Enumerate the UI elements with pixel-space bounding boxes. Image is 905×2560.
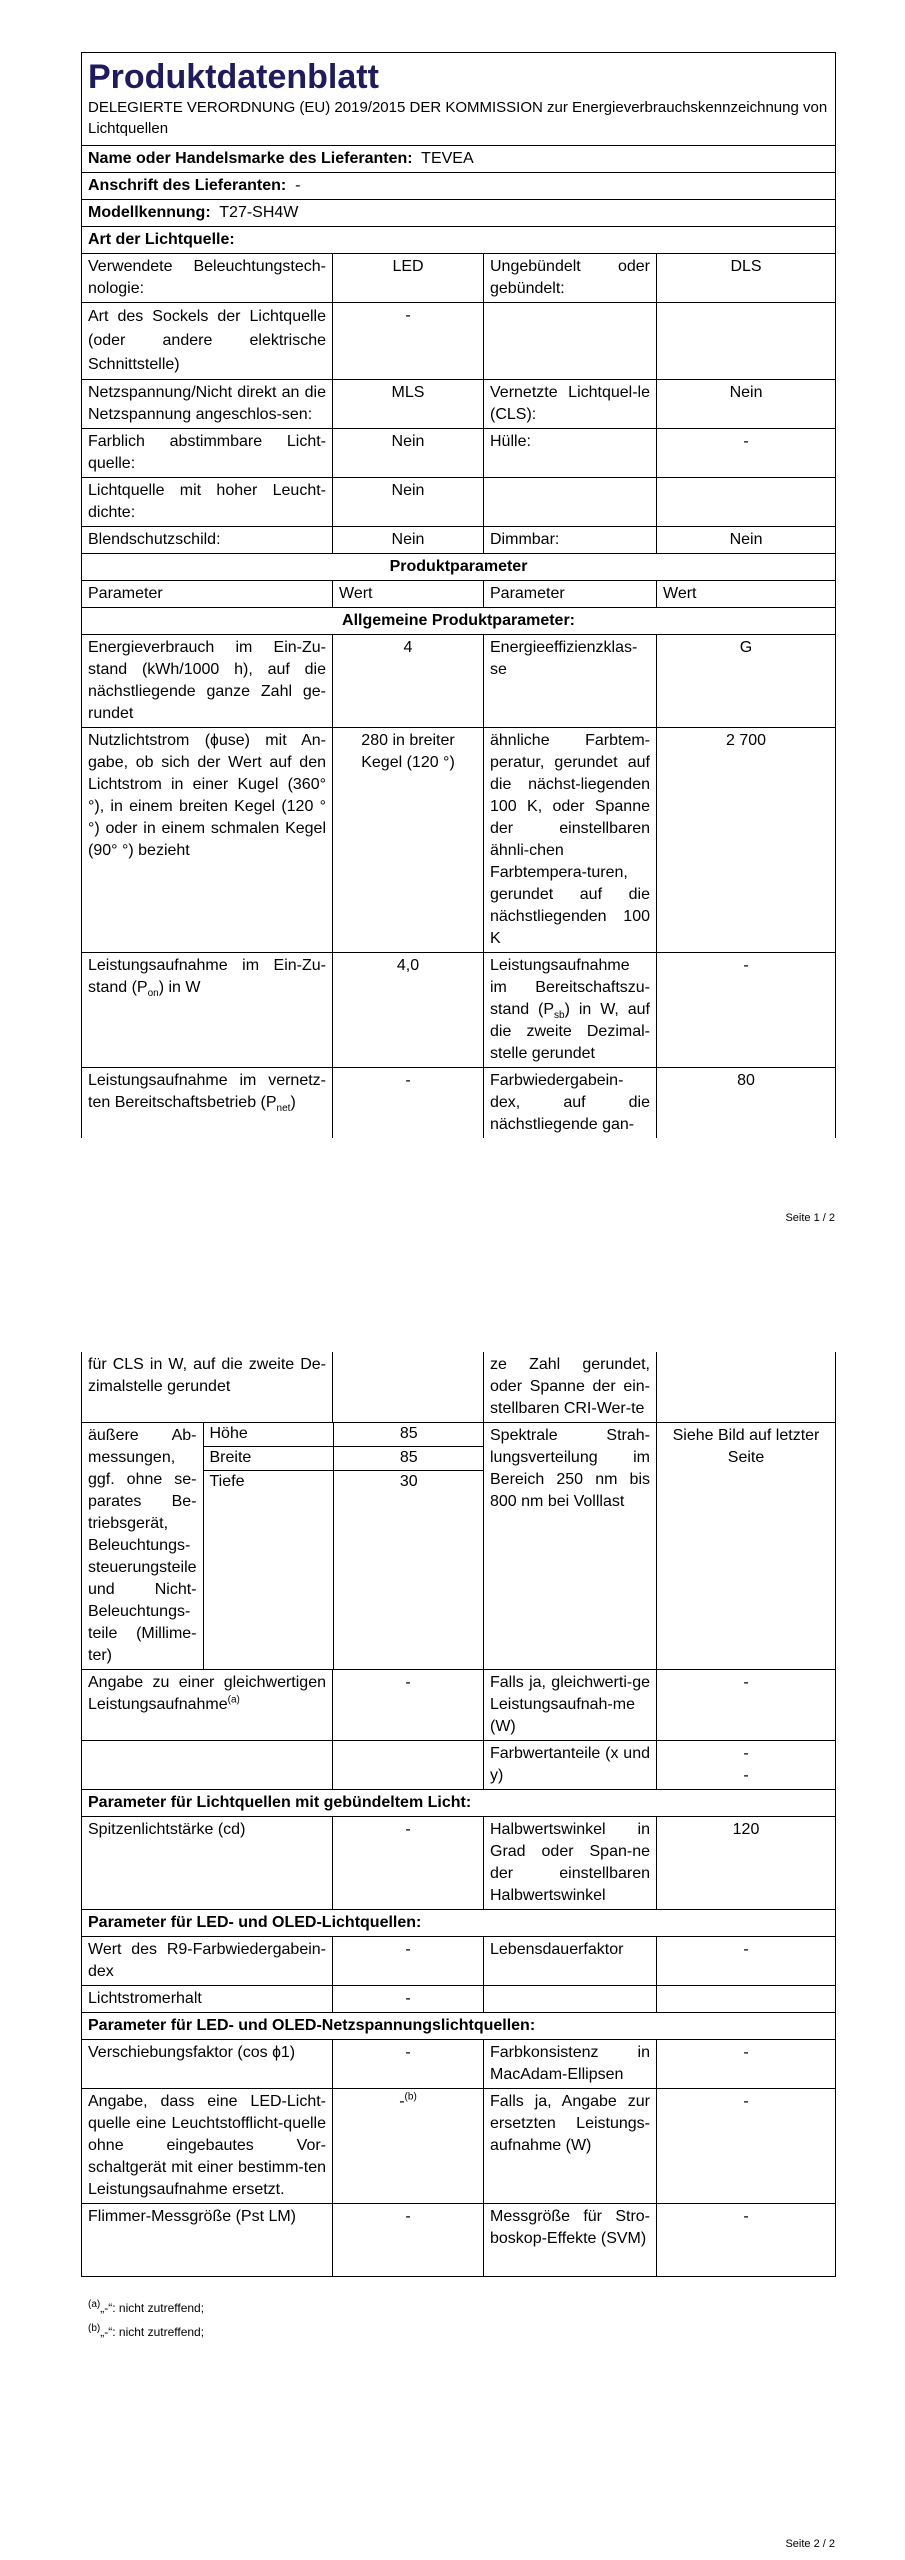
lightsource-row-4 bbox=[82, 429, 836, 478]
spectral-value: Siehe Bild auf letzter Seite bbox=[657, 1423, 836, 1670]
col-header-param: Parameter bbox=[484, 581, 657, 608]
networked-standby-label bbox=[82, 1068, 333, 1139]
peak-intensity-label: Spitzenlichtstärke (cd) bbox=[82, 1817, 333, 1910]
cri-value-cont bbox=[657, 1352, 836, 1423]
equivalent-watt-value: - bbox=[657, 1670, 836, 1741]
footnote-b-ref: (b) bbox=[404, 2091, 417, 2103]
footnote-a-ref: (a) bbox=[227, 1694, 240, 1706]
power-on-tail: ) in W bbox=[158, 979, 201, 996]
cell-label: Verwendete Beleuchtungstech-nologie: bbox=[82, 254, 333, 303]
stroboscopic-label: Messgröße für Stro-boskop-Effekte (SVM) bbox=[484, 2204, 657, 2277]
footnote-b-mark: (b) bbox=[88, 2323, 101, 2334]
directional-section-heading: Parameter für Lichtquellen mit gebündeltem Licht: bbox=[82, 1790, 836, 1817]
cell-value: LED bbox=[333, 254, 484, 303]
r9-label: Wert des R9-Farbwiedergabein-dex bbox=[82, 1937, 333, 1986]
cri-label-cont: ze Zahl gerundet, oder Spanne der ein-stellbaren CRI-Wer-te bbox=[484, 1352, 657, 1423]
cct-label: ähnliche Farbtem-peratur, gerundet auf die nächst-liegenden 100 K, oder Spanne der einstellbaren ähnli-chen Farbtempera-turen, gerundet auf die nächstliegenden 100 K bbox=[484, 728, 657, 953]
cell-value bbox=[657, 303, 836, 380]
dimensions-cell bbox=[82, 1423, 484, 1670]
equivalent-power-row bbox=[82, 1670, 836, 1741]
empty-cell bbox=[484, 1986, 657, 2013]
replacement-label: Angabe, dass eine LED-Licht-quelle eine Leuchtstofflicht-quelle ohne eingebautes Vor-schaltgerät mit einer bestimm-ten Leistungsaufnahme ersetzt. bbox=[82, 2089, 333, 2204]
cell-label bbox=[484, 478, 657, 527]
product-params-heading: Produktparameter bbox=[82, 554, 836, 581]
lifetime-label: Lebensdauerfaktor bbox=[484, 1937, 657, 1986]
equivalent-power-value: - bbox=[333, 1670, 484, 1741]
cell-label: Blendschutzschild: bbox=[82, 527, 333, 554]
cell-value: Nein bbox=[333, 527, 484, 554]
dimensions-label: äußere Ab-messungen, ggf. ohne se-parates Be-triebsgerät, Beleuchtungs-steuerungsteile und Nicht-Beleuchtungs-teile (Millime-ter) bbox=[82, 1423, 203, 1669]
power-on-label bbox=[82, 953, 333, 1068]
cct-value: 2 700 bbox=[657, 728, 836, 953]
footnote-b-text: „-“: nicht zutreffend; bbox=[100, 2325, 205, 2339]
beam-angle-label: Halbwertswinkel in Grad oder Span-ne der einstellbaren Halbwertswinkel bbox=[484, 1817, 657, 1910]
replacement-value-text: - bbox=[399, 2093, 405, 2110]
supplier-name-label: Name oder Handelsmarke des Lieferanten: bbox=[88, 150, 413, 167]
mains-section-heading: Parameter für LED- und OLED-Netzspannungslichtquellen: bbox=[82, 2013, 836, 2040]
flux-label: Nutzlichtstrom (ɸuse) mit An-gabe, ob sich der Wert auf den Lichtstrom in einer Kugel (360° °), in einem breiten Kegel (120 °°) oder in einem schmalen Kegel (90° °) bezieht bbox=[82, 728, 333, 953]
dimensions-subtable bbox=[82, 1423, 484, 1669]
header-cell bbox=[82, 53, 836, 146]
col-header-param: Parameter bbox=[82, 581, 333, 608]
networked-standby-sub: net bbox=[276, 1103, 291, 1115]
cell-value: - bbox=[333, 303, 484, 380]
datasheet-table-page-2 bbox=[81, 1352, 836, 2277]
empty-cell bbox=[657, 1986, 836, 2013]
equivalent-power-label bbox=[82, 1670, 333, 1741]
cell-value: DLS bbox=[657, 254, 836, 303]
peak-intensity-value: - bbox=[333, 1817, 484, 1910]
datasheet-table-page-1 bbox=[81, 52, 836, 1138]
networked-standby-text: Leistungsaufnahme im vernetz-ten Bereitschaftsbetrieb (P bbox=[88, 1072, 326, 1111]
maintenance-value: - bbox=[333, 1986, 484, 2013]
energy-label: Energieverbrauch im Ein-Zu-stand (kWh/1000 h), auf die nächstliegende ganze Zahl ge-rundet bbox=[82, 635, 333, 728]
document-title: Produktdatenblatt bbox=[88, 58, 379, 96]
model-row bbox=[82, 200, 836, 227]
cell-label: Netzspannung/Nicht direkt an die Netzspannung angeschlos-sen: bbox=[82, 380, 333, 429]
power-on-text: Leistungsaufnahme im Ein-Zu-stand (P bbox=[88, 957, 326, 996]
lightsource-row-2 bbox=[82, 303, 836, 380]
page-2 bbox=[0, 1330, 905, 2560]
cell-label: Lichtquelle mit hoher Leucht-dichte: bbox=[82, 478, 333, 527]
cell-label bbox=[484, 303, 657, 380]
supplier-name-row bbox=[82, 146, 836, 173]
model-value: T27-SH4W bbox=[219, 204, 299, 221]
width-value: 85 bbox=[333, 1446, 484, 1470]
col-header-value: Wert bbox=[657, 581, 836, 608]
depth-label: Tiefe bbox=[203, 1471, 333, 1670]
page-1 bbox=[0, 0, 905, 1230]
height-value: 85 bbox=[333, 1423, 484, 1446]
cri-label: Farbwiedergabein-dex, auf die nächstliegende gan- bbox=[484, 1068, 657, 1139]
cell-label: Hülle: bbox=[484, 429, 657, 478]
general-params-heading: Allgemeine Produktparameter: bbox=[82, 608, 836, 635]
flicker-value: - bbox=[333, 2204, 484, 2277]
dimensions-row bbox=[82, 1423, 836, 1670]
footnote-a-text: „-“: nicht zutreffend; bbox=[100, 2301, 205, 2315]
equivalent-watt-label: Falls ja, gleichwerti-ge Leistungsaufnah-me (W) bbox=[484, 1670, 657, 1741]
spectral-label: Spektrale Strah-lungsverteilung im Bereich 250 nm bis 800 nm bei Volllast bbox=[484, 1423, 657, 1670]
networked-standby-tail: ) bbox=[290, 1094, 296, 1111]
cell-value: - bbox=[657, 429, 836, 478]
cell-label: Ungebündelt oder gebündelt: bbox=[484, 254, 657, 303]
equivalent-power-text: Angabe zu einer gleichwertigen Leistungsaufnahme bbox=[88, 1674, 326, 1713]
networked-standby-label-cont: für CLS in W, auf die zweite De-zimalstelle gerundet bbox=[82, 1352, 333, 1423]
r9-row bbox=[82, 1937, 836, 1986]
footnote-b bbox=[88, 2324, 204, 2340]
standby-text: Leistungsaufnahme im Bereitschaftszu-stand (P bbox=[490, 957, 650, 1018]
networked-standby-value: - bbox=[333, 1068, 484, 1139]
cell-label: Farblich abstimmbare Licht-quelle: bbox=[82, 429, 333, 478]
empty-cell bbox=[82, 1741, 333, 1790]
cell-value: Nein bbox=[333, 478, 484, 527]
networked-standby-row-part1 bbox=[82, 1068, 836, 1139]
cell-value: Nein bbox=[333, 429, 484, 478]
supplier-address-row bbox=[82, 173, 836, 200]
networked-standby-value-cont bbox=[333, 1352, 484, 1423]
power-on-value: 4,0 bbox=[333, 953, 484, 1068]
colour-consistency-value: - bbox=[657, 2040, 836, 2089]
energy-class-value: G bbox=[657, 635, 836, 728]
col-header-value: Wert bbox=[333, 581, 484, 608]
footnote-a-mark: (a) bbox=[88, 2299, 101, 2310]
flux-row bbox=[82, 728, 836, 953]
displacement-row bbox=[82, 2040, 836, 2089]
power-on-sub: on bbox=[147, 988, 159, 1000]
lightsource-row-1 bbox=[82, 254, 836, 303]
chromaticity-y: - bbox=[743, 1767, 749, 1784]
depth-value: 30 bbox=[333, 1471, 484, 1670]
model-label: Modellkennung: bbox=[88, 204, 211, 221]
power-on-row bbox=[82, 953, 836, 1068]
flicker-label: Flimmer-Messgröße (Pst LM) bbox=[82, 2204, 333, 2277]
supplier-address-label: Anschrift des Lieferanten: bbox=[88, 177, 287, 194]
chromaticity-x: - bbox=[743, 1745, 749, 1762]
maintenance-label: Lichtstromerhalt bbox=[82, 1986, 333, 2013]
lifetime-value: - bbox=[657, 1937, 836, 1986]
empty-cell bbox=[333, 1741, 484, 1790]
page-number-2: Seite 2 / 2 bbox=[785, 2538, 835, 2550]
chromaticity-value bbox=[657, 1741, 836, 1790]
footnote-a bbox=[88, 2300, 204, 2316]
energy-value: 4 bbox=[333, 635, 484, 728]
cell-value: Nein bbox=[657, 380, 836, 429]
standby-sub: sb bbox=[554, 1010, 565, 1022]
flux-value: 280 in breiter Kegel (120 °) bbox=[333, 728, 484, 953]
chromaticity-label: Farbwertanteile (x und y) bbox=[484, 1741, 657, 1790]
led-section-heading: Parameter für LED- und OLED-Lichtquellen: bbox=[82, 1910, 836, 1937]
page-number-1: Seite 1 / 2 bbox=[785, 1212, 835, 1224]
energy-row bbox=[82, 635, 836, 728]
params-column-header bbox=[82, 581, 836, 608]
width-label: Breite bbox=[203, 1446, 333, 1470]
cell-value: Nein bbox=[657, 527, 836, 554]
lightsource-row-3 bbox=[82, 380, 836, 429]
displacement-value: - bbox=[333, 2040, 484, 2089]
chromaticity-row bbox=[82, 1741, 836, 1790]
cell-value: MLS bbox=[333, 380, 484, 429]
replacement-value bbox=[333, 2089, 484, 2204]
replaced-power-value: - bbox=[657, 2089, 836, 2204]
flicker-row bbox=[82, 2204, 836, 2277]
lightsource-row-5 bbox=[82, 478, 836, 527]
stroboscopic-value: - bbox=[657, 2204, 836, 2277]
replaced-power-label: Falls ja, Angabe zur ersetzten Leistungs-aufnahme (W) bbox=[484, 2089, 657, 2204]
regulation-subtitle: DELEGIERTE VERORDNUNG (EU) 2019/2015 DER KOMMISSION zur Energieverbrauchskennzeichnung von Lichtquellen bbox=[88, 99, 828, 137]
lightsource-section-heading: Art der Lichtquelle: bbox=[82, 227, 836, 254]
lightsource-row-6 bbox=[82, 527, 836, 554]
beam-angle-value: 120 bbox=[657, 1817, 836, 1910]
standby-label bbox=[484, 953, 657, 1068]
peak-intensity-row bbox=[82, 1817, 836, 1910]
cell-value bbox=[657, 478, 836, 527]
supplier-name-value: TEVEA bbox=[421, 150, 474, 167]
replacement-row bbox=[82, 2089, 836, 2204]
height-label: Höhe bbox=[203, 1423, 333, 1446]
colour-consistency-label: Farbkonsistenz in MacAdam-Ellipsen bbox=[484, 2040, 657, 2089]
cell-label: Vernetzte Lichtquel-le (CLS): bbox=[484, 380, 657, 429]
energy-class-label: Energieeffizienzklas-se bbox=[484, 635, 657, 728]
standby-tail: ) in W, auf die zweite Dezimal-stelle gerundet bbox=[490, 1001, 650, 1062]
cri-value: 80 bbox=[657, 1068, 836, 1139]
cell-label: Art des Sockels der Lichtquelle (oder andere elektrische Schnittstelle) bbox=[82, 303, 333, 380]
standby-value: - bbox=[657, 953, 836, 1068]
cell-label: Dimmbar: bbox=[484, 527, 657, 554]
supplier-address-value: - bbox=[295, 177, 301, 194]
maintenance-row bbox=[82, 1986, 836, 2013]
r9-value: - bbox=[333, 1937, 484, 1986]
displacement-label: Verschiebungsfaktor (cos ɸ1) bbox=[82, 2040, 333, 2089]
networked-standby-row-part2 bbox=[82, 1352, 836, 1423]
